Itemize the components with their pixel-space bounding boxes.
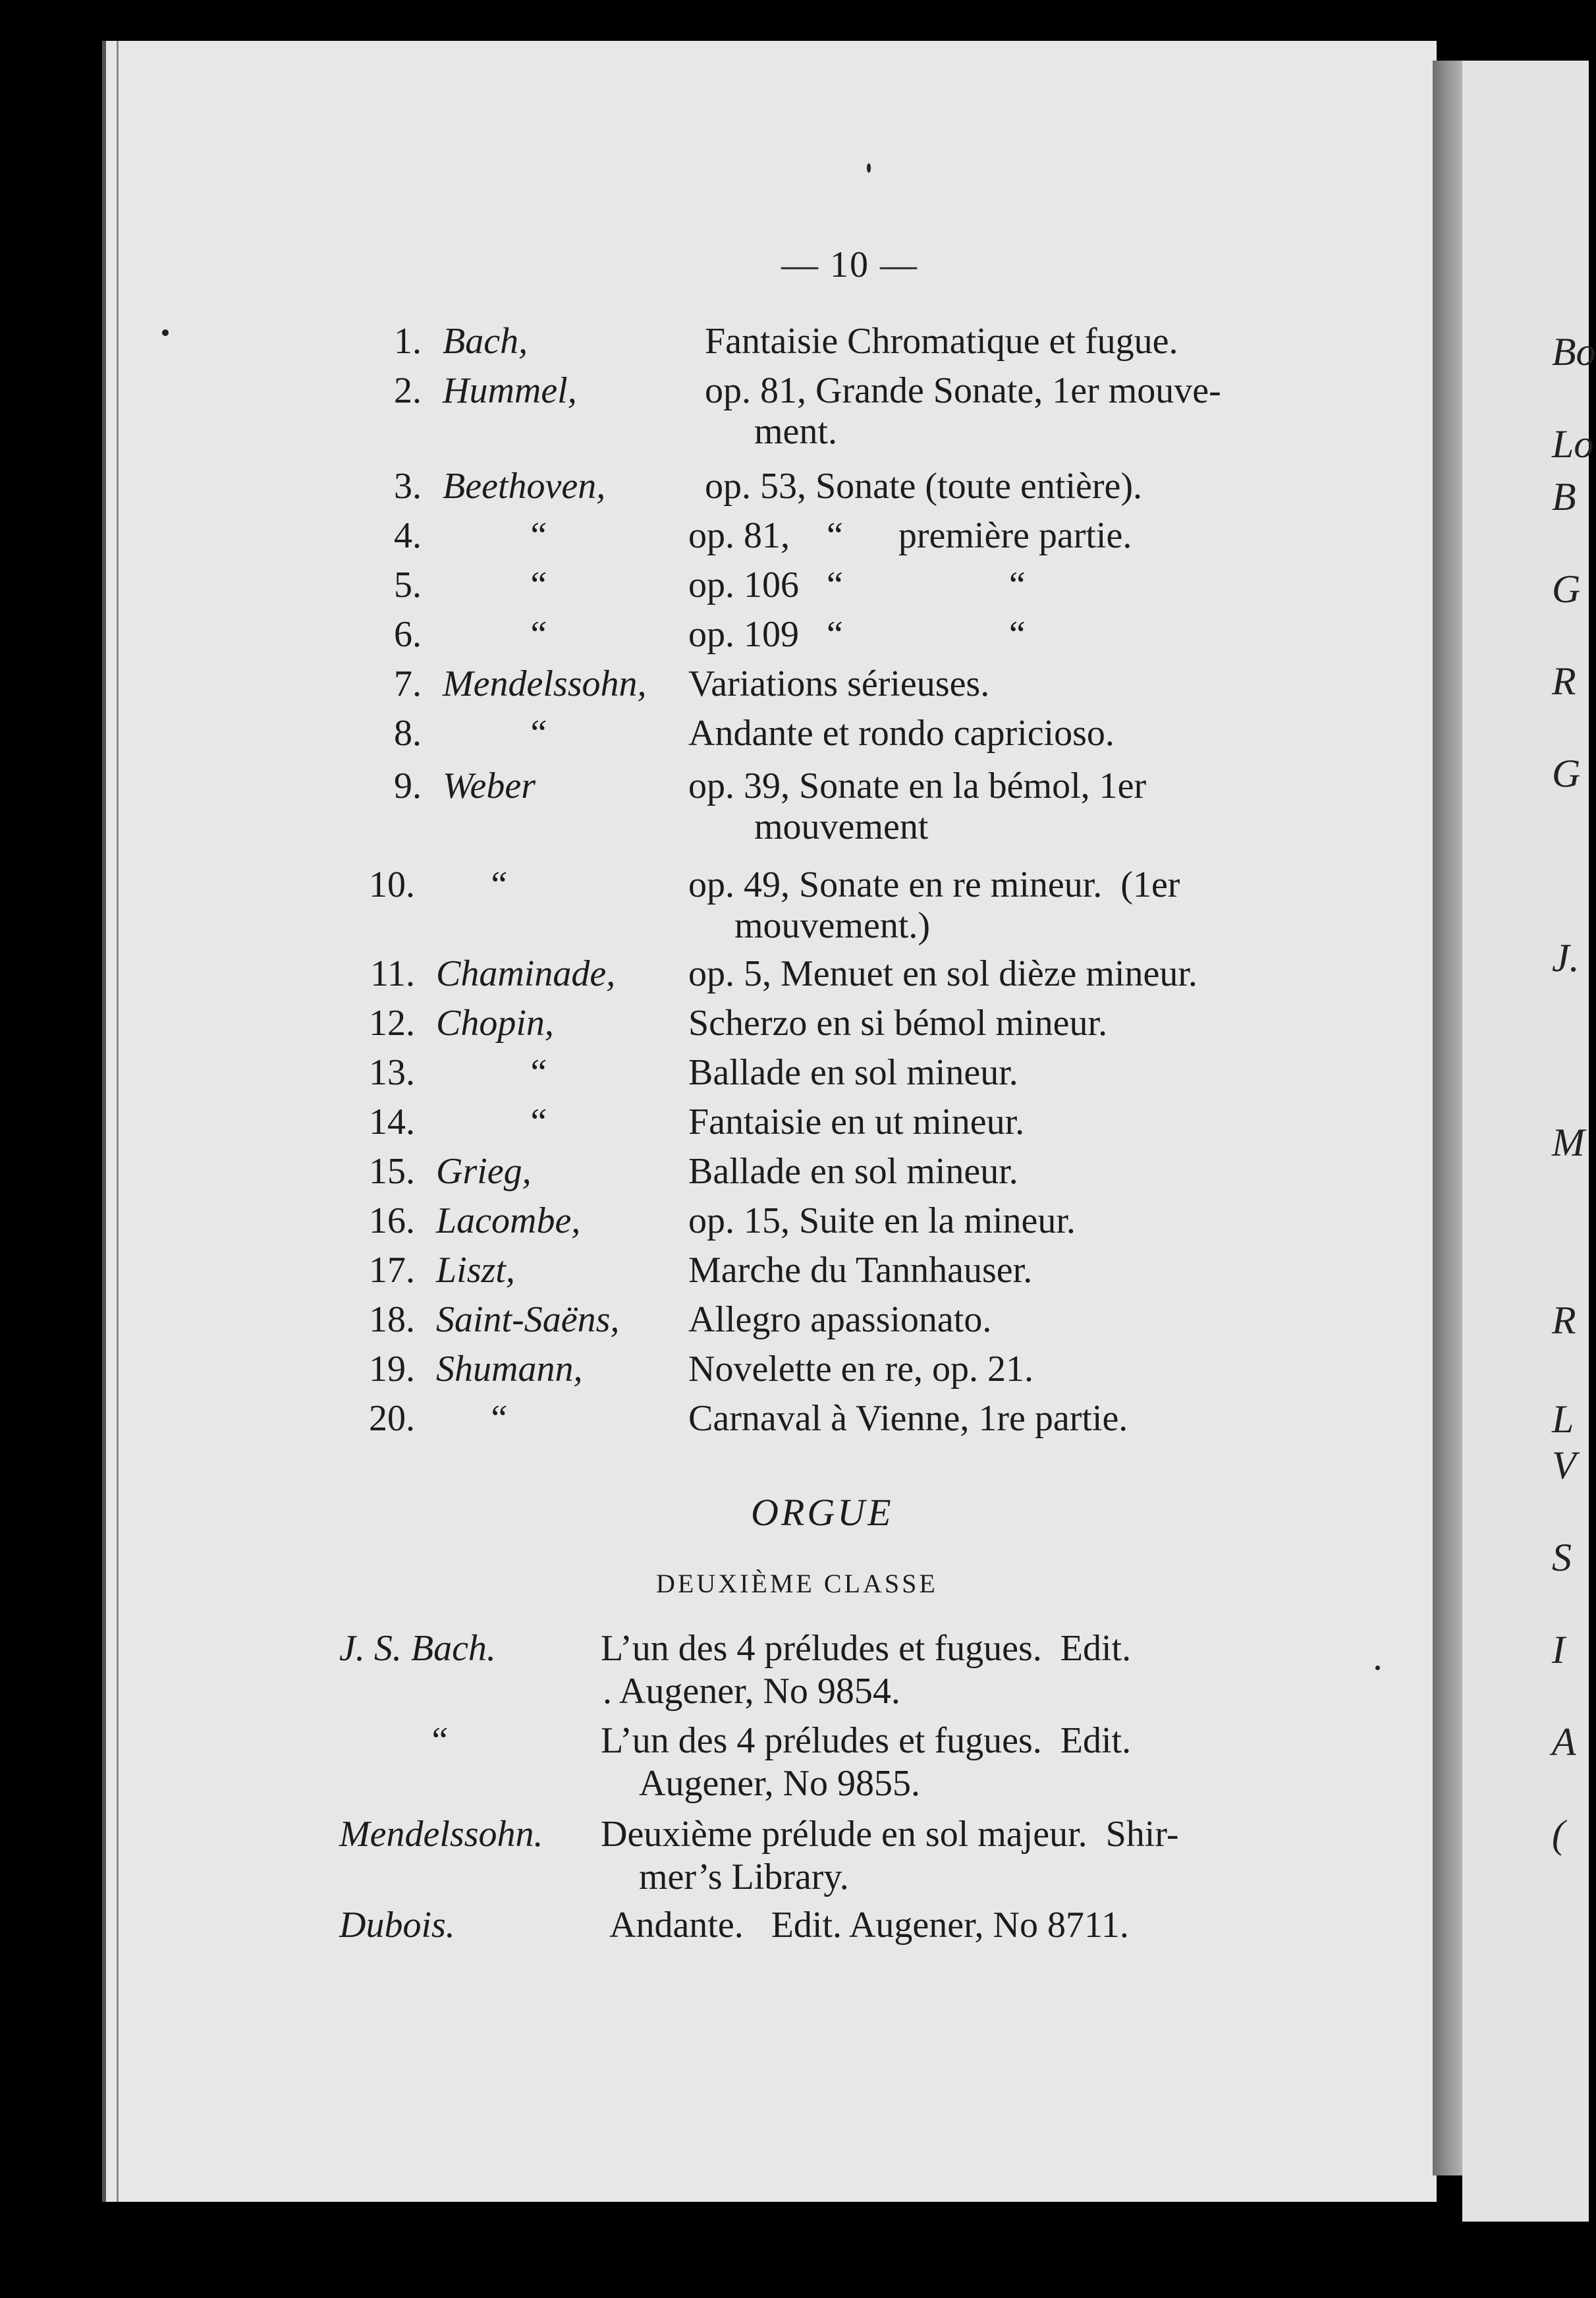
entry-number: 8. — [394, 713, 422, 754]
next-page-fragment: ( — [1552, 1812, 1565, 1856]
work-title-continued: ment. — [754, 411, 837, 452]
organ-work-title-continued: mer’s Library. — [639, 1857, 849, 1897]
composer-name: “ — [527, 713, 548, 754]
composer-name: Hummel, — [443, 370, 577, 411]
section-title: ORGUE — [751, 1491, 894, 1534]
section-subtitle: DEUXIÈME CLASSE — [656, 1569, 938, 1598]
work-title: op. 81, Grande Sonate, 1er mouve- — [705, 370, 1221, 411]
entry-number: 3. — [394, 466, 422, 507]
work-title: op. 106 “ “ — [688, 565, 1026, 605]
work-title: Carnaval à Vienne, 1re partie. — [688, 1398, 1128, 1439]
entry-number: 7. — [394, 663, 422, 704]
entry-number: 11. — [370, 953, 415, 994]
work-title: Fantaisie en ut mineur. — [688, 1102, 1025, 1142]
entry-number: 17. — [369, 1250, 415, 1291]
composer-name: Lacombe, — [436, 1200, 581, 1241]
composer-name: “ — [527, 515, 548, 556]
entry-number: 9. — [394, 766, 422, 806]
work-title: op. 81, “ première partie. — [688, 515, 1132, 556]
organ-work-title: Deuxième prélude en sol majeur. Shir- — [601, 1814, 1179, 1855]
composer-name: Beethoven, — [443, 466, 606, 507]
next-page-fragment: A — [1552, 1720, 1576, 1764]
next-page-fragment: B — [1552, 475, 1576, 518]
work-title: Ballade en sol mineur. — [688, 1052, 1018, 1093]
organ-work-title: L’un des 4 préludes et fugues. Edit. — [601, 1628, 1132, 1669]
entry-number: 10. — [369, 864, 415, 905]
entry-number: 1. — [394, 321, 422, 362]
organ-work-title: L’un des 4 préludes et fugues. Edit. — [601, 1720, 1132, 1761]
next-page-fragment: L — [1552, 1397, 1574, 1441]
organ-work-title-continued: . Augener, No 9854. — [603, 1671, 900, 1712]
next-page-fragment: Bo — [1552, 330, 1596, 374]
work-title-continued: mouvement.) — [734, 905, 931, 946]
work-title: op. 5, Menuet en sol dièze mineur. — [688, 953, 1197, 994]
print-speck — [162, 329, 169, 336]
work-title: op. 15, Suite en la mineur. — [688, 1200, 1076, 1241]
organ-work-title-continued: Augener, No 9855. — [639, 1763, 920, 1804]
work-title: op. 53, Sonate (toute entière). — [705, 466, 1143, 507]
composer-name: “ — [527, 1102, 548, 1142]
entry-number: 12. — [369, 1003, 415, 1044]
work-title: Novelette en re, op. 21. — [688, 1349, 1034, 1389]
work-title: Andante et rondo capricioso. — [688, 713, 1114, 754]
next-page-fragment: S — [1552, 1536, 1572, 1579]
composer-name: Saint-Saëns, — [436, 1299, 620, 1340]
next-page-fragment: G — [1552, 567, 1581, 611]
next-page-fragment: M — [1552, 1121, 1585, 1164]
organ-composer-name: J. S. Bach. — [339, 1628, 496, 1669]
next-page-fragment: V — [1552, 1443, 1576, 1487]
work-title: op. 39, Sonate en la bémol, 1er — [688, 766, 1147, 806]
entry-number: 20. — [369, 1398, 415, 1439]
composer-name: Chopin, — [436, 1003, 554, 1044]
composer-name: Liszt, — [436, 1250, 515, 1291]
composer-name: “ — [527, 614, 548, 655]
page-number: — 10 — — [781, 244, 918, 285]
next-page-fragment: J. — [1552, 936, 1580, 980]
organ-composer-name: “ — [428, 1720, 449, 1761]
work-title: Scherzo en si bémol mineur. — [688, 1003, 1108, 1044]
next-page-fragment: R — [1552, 659, 1576, 703]
composer-name: Chaminade, — [436, 953, 616, 994]
work-title: Ballade en sol mineur. — [688, 1151, 1018, 1192]
composer-name: Bach, — [443, 321, 528, 362]
organ-composer-name: Dubois. — [339, 1905, 455, 1946]
entry-number: 15. — [369, 1151, 415, 1192]
entry-number: 16. — [369, 1200, 415, 1241]
book-gutter — [1433, 61, 1462, 2175]
entry-number: 5. — [394, 565, 422, 605]
work-title: op. 49, Sonate en re mineur. (1er — [688, 864, 1180, 905]
next-page-fragment: G — [1552, 752, 1581, 795]
work-title: Variations sérieuses. — [688, 663, 990, 704]
composer-name: “ — [527, 565, 548, 605]
print-speck — [1375, 1666, 1380, 1670]
entry-number: 18. — [369, 1299, 415, 1340]
organ-composer-name: Mendelssohn. — [339, 1814, 543, 1855]
composer-name: Shumann, — [436, 1349, 583, 1389]
organ-work-title: Andante. Edit. Augener, No 8711. — [609, 1905, 1129, 1946]
composer-name: Weber — [443, 766, 536, 806]
entry-number: 4. — [394, 515, 422, 556]
entry-number: 6. — [394, 614, 422, 655]
composer-name: Mendelssohn, — [443, 663, 647, 704]
work-title-continued: mouvement — [754, 806, 929, 847]
entry-number: 2. — [394, 370, 422, 411]
work-title: Marche du Tannhauser. — [688, 1250, 1033, 1291]
entry-number: 13. — [369, 1052, 415, 1093]
next-page-fragment: R — [1552, 1299, 1576, 1342]
composer-name: “ — [487, 864, 509, 905]
next-page-fragment: Lo — [1552, 422, 1594, 466]
work-title: Allegro apassionato. — [688, 1299, 992, 1340]
entry-number: 14. — [369, 1102, 415, 1142]
entry-number: 19. — [369, 1349, 415, 1389]
next-page-fragment: I — [1552, 1628, 1565, 1671]
print-speck — [867, 163, 871, 173]
work-title: Fantaisie Chromatique et fugue. — [705, 321, 1178, 362]
composer-name: Grieg, — [436, 1151, 532, 1192]
composer-name: “ — [527, 1052, 548, 1093]
composer-name: “ — [487, 1398, 509, 1439]
work-title: op. 109 “ “ — [688, 614, 1026, 655]
